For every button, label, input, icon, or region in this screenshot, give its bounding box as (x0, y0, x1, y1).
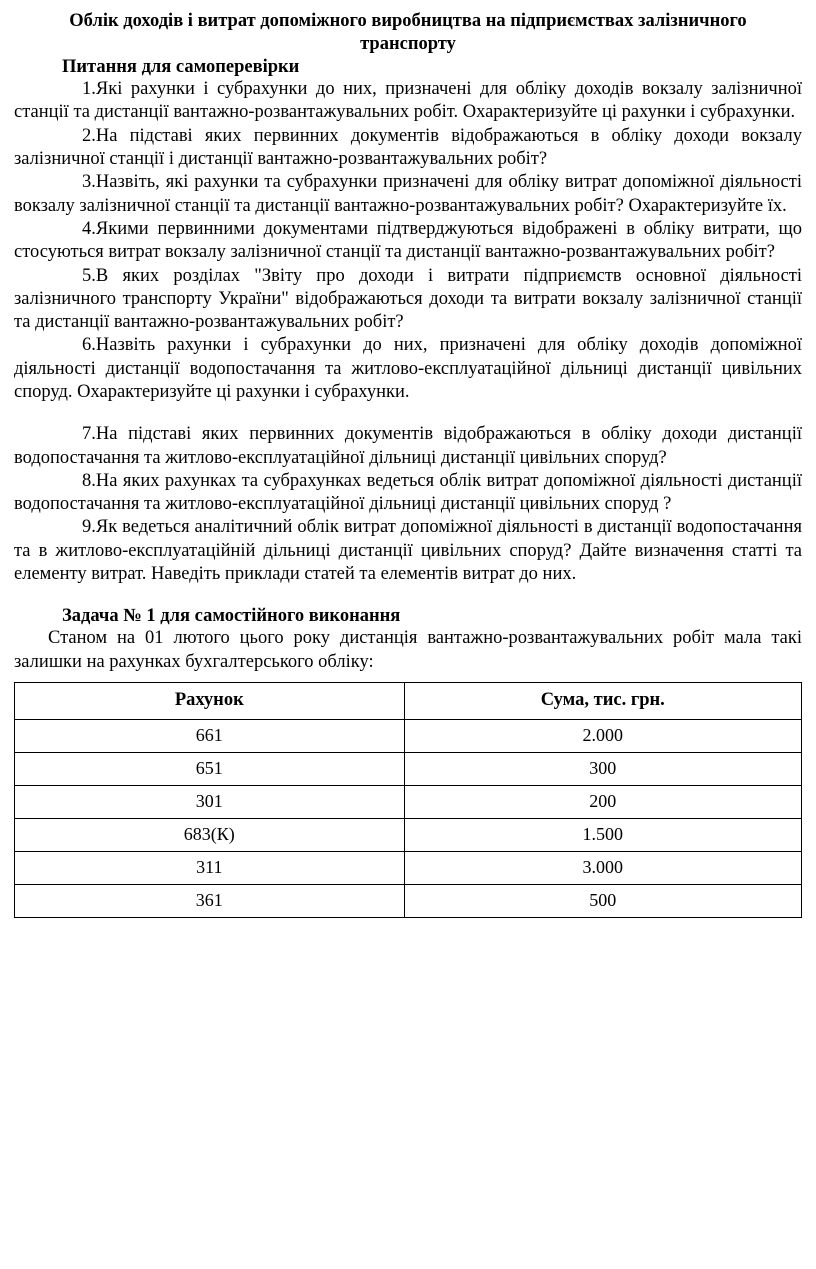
cell-account: 301 (15, 785, 405, 818)
cell-amount: 300 (404, 752, 801, 785)
page-title: Облік доходів і витрат допоміжного виробництва на підприємствах залізничного транспорту (69, 11, 747, 54)
question-number: 6. (82, 335, 96, 356)
table-row (15, 884, 802, 917)
question-number: 9. (82, 517, 96, 538)
question-item (14, 78, 802, 125)
question-number: 4. (82, 218, 96, 239)
self-check-heading: Питання для самоперевірки (62, 57, 300, 78)
table-row (15, 752, 802, 785)
question-text: На яких рахунках та субрахунках ведеться облік витрат допоміжної діяльності дистанції водопостачання та житлово-експлуатаційної дільниці дистанції цивільних споруд ? (14, 470, 802, 515)
column-header-account: Рахунок (15, 682, 405, 719)
table-row (15, 851, 802, 884)
cell-amount: 200 (404, 785, 801, 818)
question-item (14, 470, 802, 517)
question-text: На підставі яких первинних документів відображаються в обліку доходи дистанції водопостачання та житлово-експлуатаційної дільниці дистанції цивільних споруд? (14, 424, 802, 468)
cell-account: 651 (15, 752, 405, 785)
question-text: Як ведеться аналітичний облік витрат допоміжної діяльності в дистанції водопостачання та в житлово-експлуатаційній дільниці дистанції цивільних споруд? Дайте визначення статті та елементу витрат. Наведіть приклади статей та елементів витрат до них. (14, 517, 802, 585)
question-number: 8. (82, 470, 96, 491)
table-row (15, 785, 802, 818)
question-item (14, 218, 802, 265)
question-number: 2. (82, 125, 96, 146)
table-row (15, 719, 802, 752)
question-text: Які рахунки і субрахунки до них, призначені для обліку доходів вокзалу залізничної станції та дистанції вантажно-розвантажувальних робіт. Охарактеризуйте ці рахунки і субрахунки. (14, 79, 802, 123)
cell-amount: 1.500 (404, 818, 801, 851)
table-row (15, 818, 802, 851)
paragraph-spacer (14, 404, 802, 423)
question-item (14, 423, 802, 470)
question-text: Якими первинними документами підтверджуються відображені в обліку витрати, що стосуються витрат вокзалу залізничної станції та дистанції вантажно-розвантажувальних робіт? (14, 218, 802, 263)
cell-account: 661 (15, 719, 405, 752)
question-item (14, 265, 802, 335)
cell-amount: 500 (404, 884, 801, 917)
table-header-row (15, 682, 802, 719)
question-number: 1. (82, 79, 96, 100)
question-item (14, 516, 802, 586)
cell-account: 361 (15, 884, 405, 917)
column-header-amount: Сума, тис. грн. (404, 682, 801, 719)
question-item (14, 125, 802, 172)
task-intro-text: Станом на 01 лютого цього року дистанція вантажно-розвантажувальних робіт мала такі залишки на рахунках бухгалтерського обліку: (14, 628, 802, 672)
question-number: 7. (82, 424, 96, 445)
question-text: Назвіть, які рахунки та субрахунки призначені для обліку витрат допоміжної діяльності вокзалу залізничної станції та дистанції вантажно-розвантажувальних робіт? Охарактеризуйте їх. (14, 172, 802, 216)
question-text: Назвіть рахунки і субрахунки до них, призначені для обліку доходів допоміжної діяльності дистанції водопостачання та житлово-експлуатаційної дільниці дистанції цивільних споруд. Охарактеризуйте ці рахунки і субрахунки. (14, 335, 802, 402)
cell-account: 683(К) (15, 818, 405, 851)
question-number: 3. (82, 172, 96, 193)
cell-amount: 2.000 (404, 719, 801, 752)
balances-table (14, 682, 802, 918)
cell-account: 311 (15, 851, 405, 884)
task-heading: Задача № 1 для самостійного виконання (62, 606, 401, 627)
cell-amount: 3.000 (404, 851, 801, 884)
question-text: На підставі яких первинних документів відображаються в обліку доходи вокзалу залізничної станції і дистанції вантажно-розвантажувальних робіт? (14, 125, 802, 170)
question-text: В яких розділах "Звіту про доходи і витрати підприємств основної діяльності залізничного транспорту України" відображаються доходи та витрати вокзалу залізничної станції та дистанції вантажно-розвантажувальних робіт? (14, 265, 802, 333)
question-item (14, 171, 802, 218)
question-item (14, 334, 802, 404)
question-number: 5. (82, 265, 96, 286)
